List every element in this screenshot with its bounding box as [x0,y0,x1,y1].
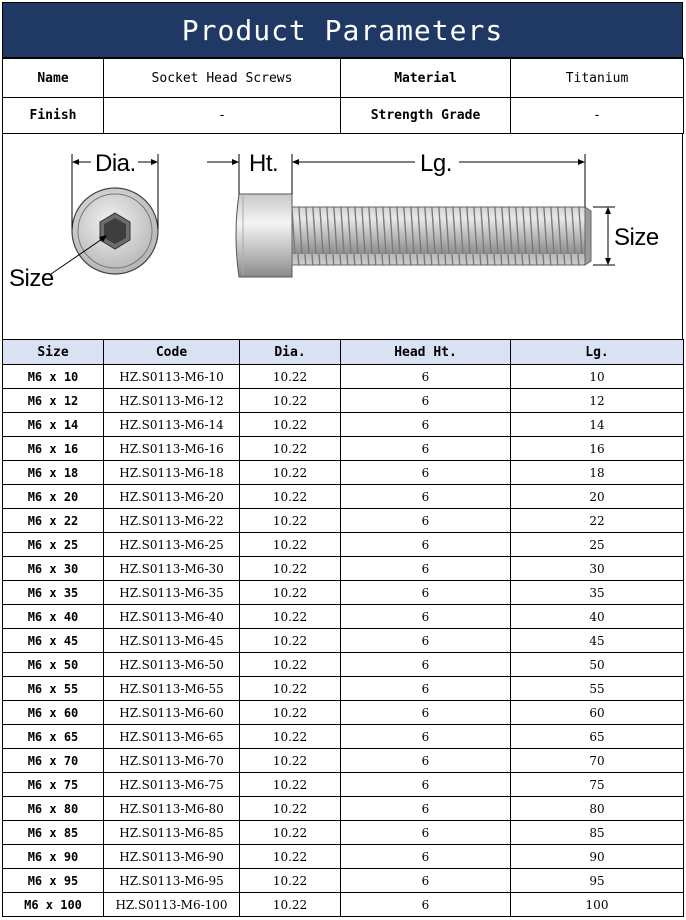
code-cell: HZ.S0113-M6-70 [104,749,240,773]
head-ht-cell: 6 [341,869,511,893]
head-top-view [72,188,158,274]
head-ht-cell: 6 [341,653,511,677]
code-cell: HZ.S0113-M6-90 [104,845,240,869]
page-title: Product Parameters [2,2,683,58]
lg-cell: 25 [511,533,684,557]
specs-header-row [3,340,684,365]
table-row [3,629,684,653]
code-cell: HZ.S0113-M6-95 [104,869,240,893]
size-cell: M6 x 12 [3,389,104,413]
table-row [3,605,684,629]
table-row [3,557,684,581]
material-value: Titanium [511,59,684,98]
product-sheet [2,2,683,917]
lg-cell: 100 [511,893,684,917]
head-ht-cell: 6 [341,413,511,437]
size-cell: M6 x 16 [3,437,104,461]
head-ht-cell: 6 [341,749,511,773]
head-ht-header: Head Ht. [341,340,511,365]
code-header: Code [104,340,240,365]
screw-head [236,194,292,277]
head-ht-cell: 6 [341,605,511,629]
code-cell: HZ.S0113-M6-75 [104,773,240,797]
dia-cell: 10.22 [240,893,341,917]
size-cell: M6 x 25 [3,533,104,557]
code-cell: HZ.S0113-M6-14 [104,413,240,437]
size-cell: M6 x 75 [3,773,104,797]
size-cell: M6 x 20 [3,485,104,509]
head-ht-cell: 6 [341,725,511,749]
dia-cell: 10.22 [240,365,341,389]
head-ht-cell: 6 [341,485,511,509]
head-ht-cell: 6 [341,365,511,389]
code-cell: HZ.S0113-M6-18 [104,461,240,485]
head-ht-cell: 6 [341,437,511,461]
head-ht-cell: 6 [341,773,511,797]
head-ht-cell: 6 [341,533,511,557]
lg-cell: 65 [511,725,684,749]
table-row [3,773,684,797]
lg-cell: 85 [511,821,684,845]
dia-cell: 10.22 [240,413,341,437]
dia-cell: 10.22 [240,533,341,557]
table-row [3,869,684,893]
dia-cell: 10.22 [240,677,341,701]
code-cell: HZ.S0113-M6-55 [104,677,240,701]
table-row [3,725,684,749]
name-value: Socket Head Screws [104,59,341,98]
code-cell: HZ.S0113-M6-45 [104,629,240,653]
table-row [3,413,684,437]
code-cell: HZ.S0113-M6-80 [104,797,240,821]
code-cell: HZ.S0113-M6-16 [104,437,240,461]
lg-cell: 70 [511,749,684,773]
size-cell: M6 x 40 [3,605,104,629]
lg-cell: 20 [511,485,684,509]
size-cell: M6 x 10 [3,365,104,389]
code-cell: HZ.S0113-M6-20 [104,485,240,509]
size-cell: M6 x 22 [3,509,104,533]
code-cell: HZ.S0113-M6-25 [104,533,240,557]
head-ht-cell: 6 [341,677,511,701]
strength-label: Strength Grade [341,98,511,134]
table-row [3,485,684,509]
lg-cell: 55 [511,677,684,701]
params-table [2,58,684,134]
size-cell: M6 x 14 [3,413,104,437]
dia-cell: 10.22 [240,557,341,581]
size-cell: M6 x 60 [3,701,104,725]
code-cell: HZ.S0113-M6-35 [104,581,240,605]
dia-label: Dia. [95,150,136,177]
code-cell: HZ.S0113-M6-60 [104,701,240,725]
head-ht-cell: 6 [341,461,511,485]
dia-cell: 10.22 [240,701,341,725]
lg-cell: 35 [511,581,684,605]
size-cell: M6 x 65 [3,725,104,749]
dia-cell: 10.22 [240,869,341,893]
dia-cell: 10.22 [240,461,341,485]
dia-cell: 10.22 [240,797,341,821]
table-row [3,797,684,821]
head-ht-cell: 6 [341,629,511,653]
lg-cell: 16 [511,437,684,461]
size-cell: M6 x 50 [3,653,104,677]
table-row [3,437,684,461]
head-ht-cell: 6 [341,581,511,605]
head-ht-cell: 6 [341,893,511,917]
head-ht-cell: 6 [341,509,511,533]
lg-cell: 18 [511,461,684,485]
code-cell: HZ.S0113-M6-65 [104,725,240,749]
head-side-view [236,194,292,277]
size-label-left: Size [9,265,54,292]
size-cell: M6 x 85 [3,821,104,845]
size-cell: M6 x 80 [3,797,104,821]
size-label-right: Size [614,224,659,251]
size-cell: M6 x 35 [3,581,104,605]
lg-cell: 14 [511,413,684,437]
head-ht-cell: 6 [341,797,511,821]
code-cell: HZ.S0113-M6-85 [104,821,240,845]
table-row [3,365,684,389]
finish-value: - [104,98,341,134]
size-cell: M6 x 90 [3,845,104,869]
lg-cell: 60 [511,701,684,725]
lg-cell: 50 [511,653,684,677]
head-ht-cell: 6 [341,845,511,869]
lg-cell: 45 [511,629,684,653]
dia-cell: 10.22 [240,749,341,773]
screw-diagram-svg [3,134,682,339]
dia-cell: 10.22 [240,821,341,845]
lg-header: Lg. [511,340,684,365]
dia-cell: 10.22 [240,629,341,653]
table-row [3,845,684,869]
code-cell: HZ.S0113-M6-12 [104,389,240,413]
table-row [3,389,684,413]
head-ht-cell: 6 [341,557,511,581]
dia-cell: 10.22 [240,485,341,509]
table-row [3,461,684,485]
table-row [3,509,684,533]
size-cell: M6 x 30 [3,557,104,581]
size-cell: M6 x 100 [3,893,104,917]
table-row [3,581,684,605]
lg-cell: 90 [511,845,684,869]
dia-cell: 10.22 [240,725,341,749]
lg-cell: 80 [511,797,684,821]
table-row [3,653,684,677]
finish-label: Finish [3,98,104,134]
dia-cell: 10.22 [240,845,341,869]
dia-cell: 10.22 [240,437,341,461]
shaft-side-view [292,207,591,265]
code-cell: HZ.S0113-M6-100 [104,893,240,917]
params-row-2 [3,98,684,134]
size-cell: M6 x 55 [3,677,104,701]
lg-cell: 22 [511,509,684,533]
specs-body [3,365,684,917]
params-row-1 [3,59,684,98]
code-cell: HZ.S0113-M6-40 [104,605,240,629]
code-cell: HZ.S0113-M6-22 [104,509,240,533]
dia-cell: 10.22 [240,389,341,413]
specs-table [2,339,684,917]
lg-cell: 10 [511,365,684,389]
table-row [3,701,684,725]
screw-diagram [2,134,683,339]
head-ht-cell: 6 [341,821,511,845]
lg-label: Lg. [420,150,452,177]
dia-cell: 10.22 [240,509,341,533]
size-cell: M6 x 45 [3,629,104,653]
size-dimension-right [593,207,615,265]
table-row [3,677,684,701]
head-ht-cell: 6 [341,389,511,413]
threaded-shaft [292,207,585,265]
shaft-tip [585,207,591,265]
code-cell: HZ.S0113-M6-30 [104,557,240,581]
size-cell: M6 x 70 [3,749,104,773]
lg-cell: 30 [511,557,684,581]
size-cell: M6 x 18 [3,461,104,485]
dia-cell: 10.22 [240,605,341,629]
dia-header: Dia. [240,340,341,365]
table-row [3,821,684,845]
lg-cell: 12 [511,389,684,413]
size-header: Size [3,340,104,365]
size-cell: M6 x 95 [3,869,104,893]
table-row [3,749,684,773]
lg-cell: 40 [511,605,684,629]
lg-cell: 95 [511,869,684,893]
dia-cell: 10.22 [240,581,341,605]
code-cell: HZ.S0113-M6-10 [104,365,240,389]
table-row [3,533,684,557]
name-label: Name [3,59,104,98]
head-ht-cell: 6 [341,701,511,725]
lg-cell: 75 [511,773,684,797]
material-label: Material [341,59,511,98]
strength-value: - [511,98,684,134]
table-row [3,893,684,917]
ht-label: Ht. [249,150,279,177]
dia-cell: 10.22 [240,773,341,797]
dia-cell: 10.22 [240,653,341,677]
code-cell: HZ.S0113-M6-50 [104,653,240,677]
